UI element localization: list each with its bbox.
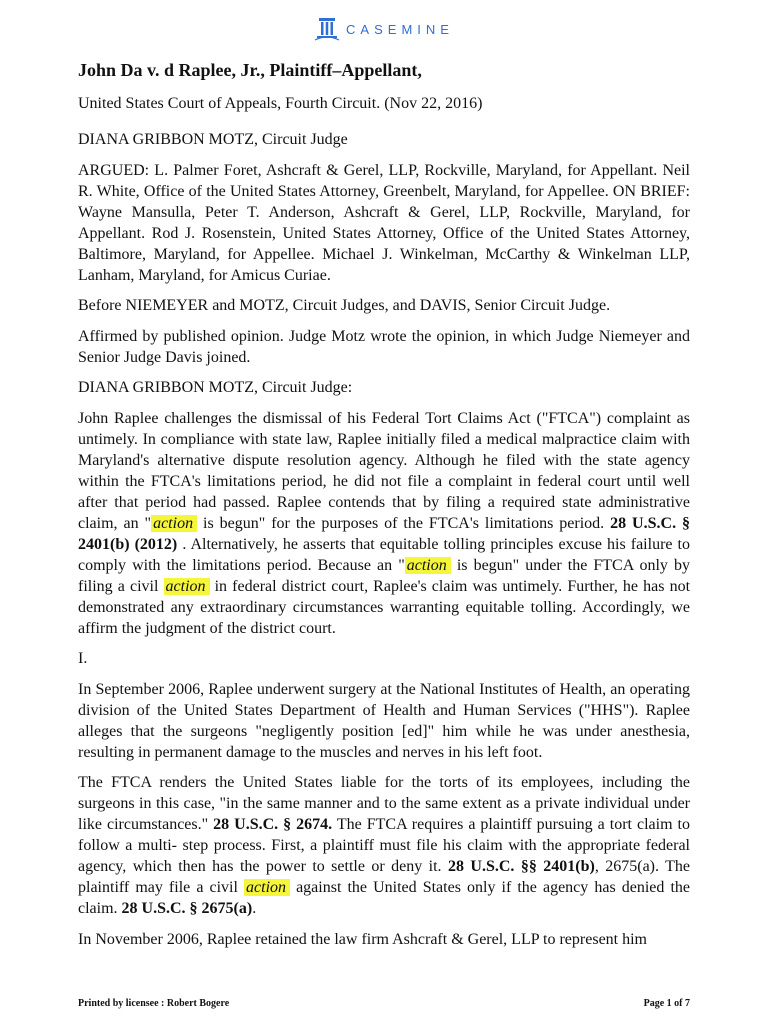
before-paragraph: Before NIEMEYER and MOTZ, Circuit Judges, and DAVIS, Senior Circuit Judge. (78, 297, 611, 314)
text-run: is begun" for the purposes of the FTCA's limitations period. (197, 514, 611, 532)
text-run: . Alternatively, he asserts that equitable tolling principles excuse his failure to comply with the limitations period. Because an " (78, 535, 690, 574)
text-run: is begun" under the FTCA only by filing a civil (78, 556, 690, 595)
judge-line: DIANA GRIBBON MOTZ, Circuit Judge (78, 131, 348, 148)
citation-link[interactable]: 28 U.S.C. § 2401(b) (2012) (78, 514, 691, 553)
document-body (78, 58, 690, 959)
text-run: , 2675(a). The plaintiff may file a civil (78, 858, 691, 896)
search-highlight: action (151, 515, 197, 532)
citation-link[interactable]: 28 U.S.C. §§ 2401(b) (447, 858, 595, 875)
opinion-author: DIANA GRIBBON MOTZ, Circuit Judge: (78, 379, 353, 396)
text-run: John Raplee challenges the dismissal of his Federal Tort Claims Act ("FTCA") complaint as untimely. In compliance with state law, Raplee initially filed a medical malpractice claim with Maryland's alternative dispute resolution agency. Although he filed with the state agency within the FTCA's limitations period, he did not file a complaint in federal court until well after that period had passed. Raplee contends that by filing a required state administrative claim, an " (78, 409, 690, 532)
citation-link[interactable]: 28 U.S.C. § 2674. (213, 816, 333, 833)
text-run: The FTCA requires a plaintiff pursuing a tort claim to follow a multi- step process. First, a plaintiff must file his claim with the appropriate federal agency, which then has the power to settle or deny it. (78, 816, 690, 875)
page-number: Page 1 of 7 (643, 998, 690, 1009)
text-run: against the United States only if the agency has denied the claim. (78, 879, 691, 917)
text-run: in federal district court, Raplee's claim was untimely. Further, he has not demonstrated any extraordinary circumstances warranting equitable tolling. Accordingly, we affirm the judgment of the district court. (78, 577, 691, 637)
page-footer (78, 998, 690, 1009)
casemine-logo[interactable] (0, 16, 768, 42)
background-paragraph: In September 2006, Raplee underwent surgery at the National Institutes of Health, an operating division of the United States Department of Health and Human Services ("HHS"). Raplee alleges that the surgeons "negligently position [ed]" him while he was under anesthesia, resulting in permanent damage to the muscles and nerves in his left foot. (78, 680, 690, 761)
search-highlight: action (244, 879, 290, 896)
logo-text: CASEMINE (346, 21, 454, 37)
search-highlight: action (405, 557, 451, 574)
text-run: . (252, 900, 257, 917)
section-heading: I. (78, 650, 88, 667)
text-run: The FTCA renders the United States liable for the torts of its employees, including the surgeons in this case, "in the same manner and to the same extent as a private individual under like circumstances." (78, 774, 690, 833)
court-pillar-icon (314, 16, 340, 42)
ftca-paragraph (78, 772, 690, 919)
citation-link[interactable]: 28 U.S.C. § 2675(a) (121, 900, 253, 917)
printed-by-label: Printed by licensee : Robert Bogere (78, 998, 230, 1009)
retained-paragraph: In November 2006, Raplee retained the law firm Ashcraft & Gerel, LLP to represent him (78, 930, 647, 948)
search-highlight: action (164, 578, 210, 595)
court-line: United States Court of Appeals, Fourth Circuit. (Nov 22, 2016) (78, 95, 483, 112)
affirmed-paragraph: Affirmed by published opinion. Judge Motz wrote the opinion, in which Judge Niemeyer and Senior Judge Davis joined. (78, 327, 690, 366)
argued-paragraph: ARGUED: L. Palmer Foret, Ashcraft & Gerel, LLP, Rockville, Maryland, for Appellant. Neil R. White, Office of the United States Attorney, Greenbelt, Maryland, for Appellee. ON BRIEF: Wayne Mansulla, Peter T. Anderson, Ashcraft & Gerel, LLP, Rockville, Maryland, for Appellant. Rod J. Rosenstein, United States Attorney, Office of the United States Attorney, Baltimore, Maryland, for Appellee. Michael J. Winkelman, McCarthy & Winkelman LLP, Lanham, Maryland, for Amicus Curiae. (78, 161, 690, 284)
intro-paragraph (78, 408, 690, 639)
case-title: John Da v. d Raplee, Jr., Plaintiff–Appellant, (78, 60, 422, 80)
